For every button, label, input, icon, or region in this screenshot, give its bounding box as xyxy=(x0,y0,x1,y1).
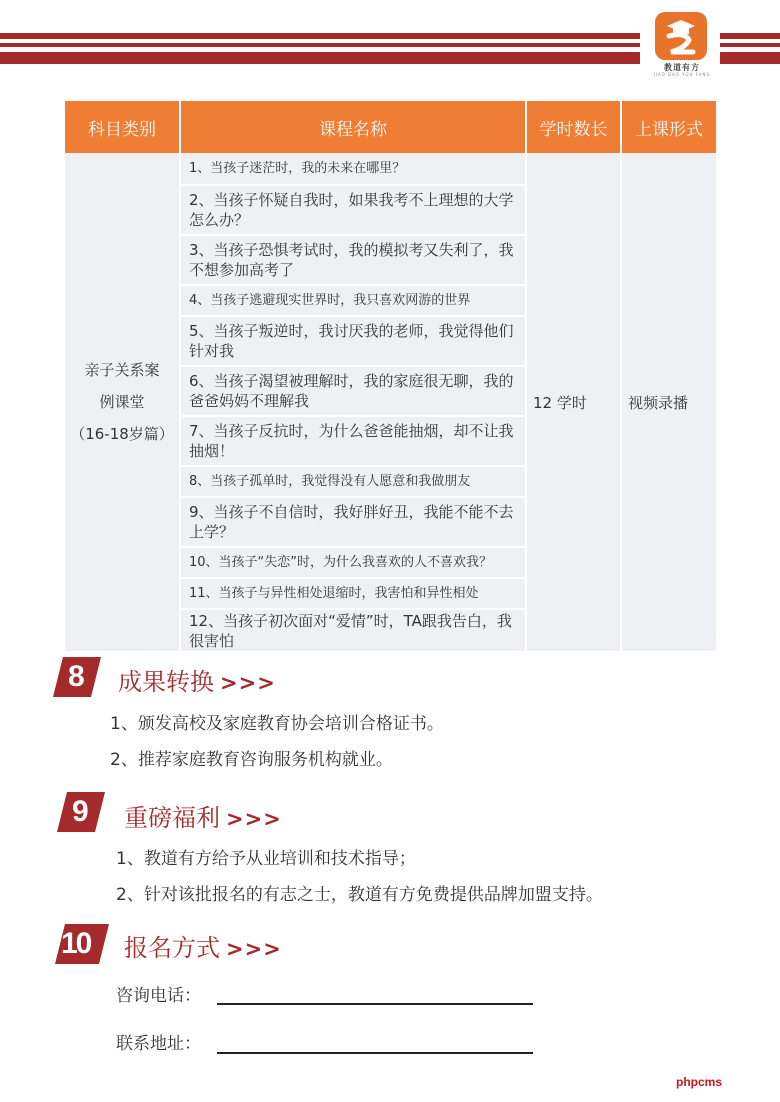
section-8-badge: 8 xyxy=(53,657,101,697)
header-stripe xyxy=(720,52,780,64)
category-line: 亲子关系案 xyxy=(84,361,160,379)
header-category: 科目类别 xyxy=(65,101,179,153)
header-course-name: 课程名称 xyxy=(181,101,525,153)
course-item: 3、当孩子恐惧考试时，我的模拟考又失利了，我不想参加高考了 xyxy=(181,236,525,286)
category-line: （16-18岁篇） xyxy=(70,425,174,443)
header-stripe xyxy=(720,33,780,39)
header-hours: 学时数长 xyxy=(527,101,620,153)
hours-cell: 12 学时 xyxy=(533,393,587,412)
course-item: 9、当孩子不自信时，我好胖好丑，我能不能不去上学？ xyxy=(181,498,525,548)
course-item: 8、当孩子孤单时，我觉得没有人愿意和我做朋友 xyxy=(181,467,525,498)
course-item: 4、当孩子逃避现实世界时，我只喜欢网游的世界 xyxy=(181,286,525,317)
column-divider xyxy=(179,101,181,651)
course-item: 5、当孩子叛逆时，我讨厌我的老师，我觉得他们针对我 xyxy=(181,317,525,367)
section-9-badge: 9 xyxy=(57,792,105,832)
course-item: 11、当孩子与异性相处退缩时，我害怕和异性相处 xyxy=(181,579,525,610)
header-stripe xyxy=(0,43,640,47)
address-field-line xyxy=(217,1052,533,1054)
section-10-badge: 10 xyxy=(55,924,109,964)
section-9-line: 2、针对该批报名的有志之士，教道有方免费提供品牌加盟支持。 xyxy=(116,885,603,905)
course-item: 7、当孩子反抗时，为什么爸爸能抽烟，却不让我抽烟！ xyxy=(181,417,525,467)
column-divider xyxy=(620,101,622,651)
section-10-title: 报名方式 >>> xyxy=(124,934,282,962)
watermark: phpcms xyxy=(676,1075,723,1089)
course-item: 6、当孩子渴望被理解时，我的家庭很无聊，我的爸爸妈妈不理解我 xyxy=(181,367,525,417)
header-format: 上课形式 xyxy=(622,101,716,153)
course-table xyxy=(65,101,716,651)
category-line: 例课堂 xyxy=(99,393,145,411)
table-body xyxy=(65,153,716,651)
course-item: 12、当孩子初次面对“爱情”时，TA跟我告白，我很害怕 xyxy=(189,611,512,650)
course-item: 2、当孩子怀疑自我时，如果我考不上理想的大学怎么办？ xyxy=(181,186,525,236)
header-stripe xyxy=(720,43,780,47)
section-9-line: 1、教道有方给予从业培训和技术指导； xyxy=(116,849,416,869)
section-8-line: 1、颁发高校及家庭教育协会培训合格证书。 xyxy=(110,714,444,734)
header-stripe xyxy=(0,52,640,64)
graduation-cap-icon xyxy=(655,12,707,60)
address-label: 联系地址： xyxy=(116,1034,201,1054)
table-header-row xyxy=(65,101,716,153)
phone-label: 咨询电话： xyxy=(116,986,201,1006)
brand-logo xyxy=(655,12,707,60)
header-stripe xyxy=(0,33,640,39)
format-cell: 视频录播 xyxy=(628,393,689,412)
logo-name: 教道有方 xyxy=(664,63,700,72)
logo-subtitle: JIAO DAO YOU FANG xyxy=(653,72,711,77)
section-9-title: 重磅福利 >>> xyxy=(124,804,282,832)
section-8-line: 2、推荐家庭教育咨询服务机构就业。 xyxy=(110,750,393,770)
phone-field-line xyxy=(217,1003,533,1005)
column-divider xyxy=(525,101,527,651)
section-8-title: 成果转换 >>> xyxy=(118,668,276,696)
course-item: 1、当孩子迷茫时，我的未来在哪里？ xyxy=(181,153,525,186)
course-item: 10、当孩子“失恋”时，为什么我喜欢的人不喜欢我？ xyxy=(181,548,525,579)
course-list xyxy=(181,153,525,651)
category-cell xyxy=(65,153,179,651)
